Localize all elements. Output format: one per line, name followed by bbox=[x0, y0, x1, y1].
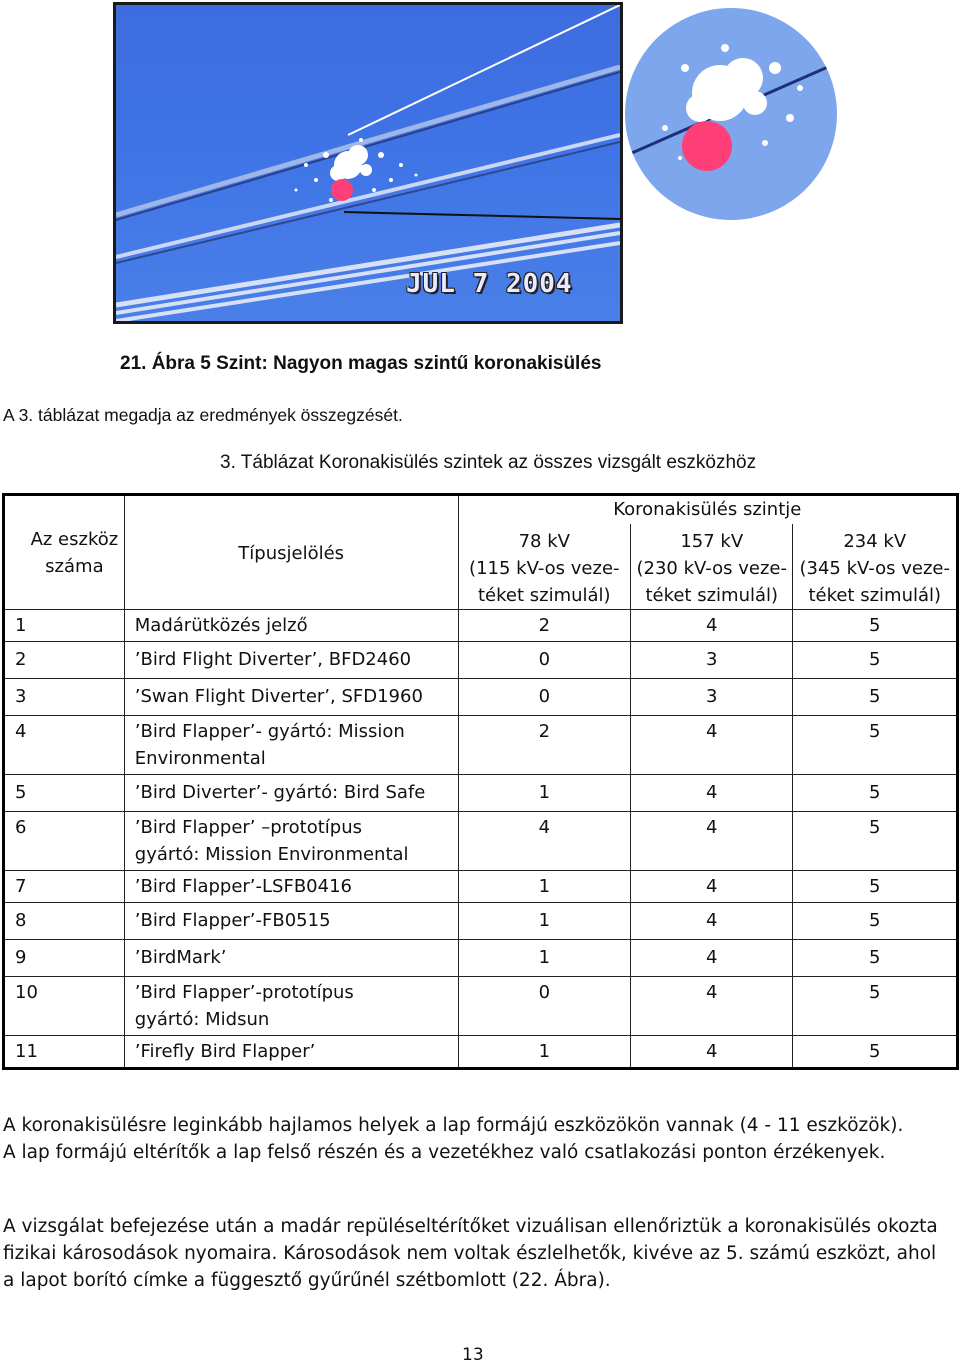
corona-photo bbox=[113, 2, 623, 324]
table-row bbox=[4, 716, 958, 775]
level-78: 1 bbox=[458, 775, 630, 812]
paragraph-line: a lapot borító címke a függesztő gyűrűnél szétbomlott (22. Ábra). bbox=[3, 1270, 611, 1291]
level-78: 1 bbox=[458, 940, 630, 977]
table-row bbox=[4, 903, 958, 940]
level-157: 3 bbox=[631, 679, 793, 716]
table-row bbox=[4, 679, 958, 716]
level-234: 5 bbox=[793, 642, 958, 679]
results-table bbox=[2, 493, 959, 1070]
level-78: 0 bbox=[458, 679, 630, 716]
level-157: 4 bbox=[631, 871, 793, 903]
level-234: 5 bbox=[793, 871, 958, 903]
header-voltage-157 bbox=[631, 524, 793, 610]
level-157: 4 bbox=[631, 775, 793, 812]
row-name bbox=[124, 903, 458, 940]
row-name-line: ’BirdMark’ bbox=[134, 947, 227, 968]
level-234: 5 bbox=[793, 610, 958, 642]
row-name-line: ’Bird Diverter’- gyártó: Bird Safe bbox=[134, 782, 426, 803]
level-78: 2 bbox=[458, 610, 630, 642]
level-157: 4 bbox=[631, 716, 793, 775]
row-number: 5 bbox=[4, 775, 125, 812]
row-name bbox=[124, 679, 458, 716]
voltage-kv: 234 kV bbox=[843, 531, 907, 552]
table-row bbox=[4, 610, 958, 642]
level-234: 5 bbox=[793, 775, 958, 812]
header-device-no-label: Az eszköz száma bbox=[30, 529, 119, 577]
paragraph-susceptible-locations bbox=[3, 1112, 903, 1166]
table-row bbox=[4, 940, 958, 977]
row-name bbox=[124, 871, 458, 903]
paragraph-line: fizikai károsodások nyomaira. Károsodások nem voltak észlelhetők, kivéve az 5. számú eszközt, ahol bbox=[3, 1243, 937, 1264]
row-name-line: Environmental bbox=[134, 748, 266, 769]
row-name-line: ’Bird Flapper’ –prototípus bbox=[134, 817, 363, 838]
level-78: 1 bbox=[458, 903, 630, 940]
date-stamp: JUL 7 2004 bbox=[406, 269, 573, 299]
table-title: 3. Táblázat Koronakisülés szintek az összes vizsgált eszközhöz bbox=[220, 452, 757, 473]
row-name bbox=[124, 716, 458, 775]
level-157: 4 bbox=[631, 903, 793, 940]
row-name-line: ’Swan Flight Diverter’, SFD1960 bbox=[134, 686, 423, 707]
level-234: 5 bbox=[793, 903, 958, 940]
level-157: 4 bbox=[631, 940, 793, 977]
intro-text: A 3. táblázat megadja az eredmények összegzését. bbox=[3, 405, 403, 425]
level-157: 4 bbox=[631, 1036, 793, 1069]
level-78: 0 bbox=[458, 642, 630, 679]
level-157: 4 bbox=[631, 977, 793, 1036]
voltage-desc-2: téket szimulál) bbox=[808, 585, 942, 606]
row-name bbox=[124, 642, 458, 679]
level-78: 1 bbox=[458, 1036, 630, 1069]
table-row bbox=[4, 1036, 958, 1069]
zoom-illustration bbox=[625, 8, 837, 220]
header-type bbox=[124, 495, 458, 610]
row-name-line: gyártó: Mission Environmental bbox=[134, 844, 409, 865]
row-number: 8 bbox=[4, 903, 125, 940]
row-name-line: Madárütközés jelző bbox=[134, 615, 308, 636]
paragraph-line: A vizsgálat befejezése után a madár repüléseltérítőket vizuálisan ellenőriztük a koronakisülés okozta bbox=[3, 1216, 938, 1237]
zoom-detail bbox=[625, 8, 837, 220]
row-name-line: ’Bird Flapper’-LSFB0416 bbox=[134, 876, 352, 897]
level-234: 5 bbox=[793, 940, 958, 977]
table-row bbox=[4, 977, 958, 1036]
row-name bbox=[124, 610, 458, 642]
row-number: 9 bbox=[4, 940, 125, 977]
row-number: 4 bbox=[4, 716, 125, 775]
header-level-group-label: Koronakisülés szintje bbox=[613, 499, 802, 520]
row-name bbox=[124, 812, 458, 871]
level-78: 0 bbox=[458, 977, 630, 1036]
voltage-kv: 157 kV bbox=[680, 531, 744, 552]
level-234: 5 bbox=[793, 1036, 958, 1069]
paragraph-inspection bbox=[3, 1213, 938, 1294]
row-name-line: ’Bird Flapper’-FB0515 bbox=[134, 910, 331, 931]
level-234: 5 bbox=[793, 812, 958, 871]
header-type-label: Típusjelölés bbox=[238, 543, 345, 564]
row-number: 11 bbox=[4, 1036, 125, 1069]
row-name-line: ’Bird Flight Diverter’, BFD2460 bbox=[134, 649, 412, 670]
row-name-line: ’Firefly Bird Flapper’ bbox=[134, 1041, 316, 1062]
paragraph-line: A koronakisülésre leginkább hajlamos helyek a lap formájú eszközökön vannak (4 - 11 eszközök). bbox=[3, 1115, 904, 1136]
header-device-no bbox=[4, 495, 125, 610]
level-157: 3 bbox=[631, 642, 793, 679]
level-234: 5 bbox=[793, 977, 958, 1036]
row-name bbox=[124, 775, 458, 812]
voltage-desc-1: (115 kV-os veze- bbox=[469, 558, 620, 579]
row-number: 7 bbox=[4, 871, 125, 903]
row-number: 10 bbox=[4, 977, 125, 1036]
table-row bbox=[4, 812, 958, 871]
row-name-line: gyártó: Midsun bbox=[134, 1009, 270, 1030]
level-78: 4 bbox=[458, 812, 630, 871]
row-number: 6 bbox=[4, 812, 125, 871]
figure-caption: 21. Ábra 5 Szint: Nagyon magas szintű koronakisülés bbox=[120, 353, 602, 374]
row-number: 1 bbox=[4, 610, 125, 642]
header-voltage-78 bbox=[458, 524, 630, 610]
row-name-line: ’Bird Flapper’- gyártó: Mission bbox=[134, 721, 405, 742]
voltage-desc-2: téket szimulál) bbox=[477, 585, 611, 606]
voltage-desc-2: téket szimulál) bbox=[645, 585, 779, 606]
row-number: 3 bbox=[4, 679, 125, 716]
level-234: 5 bbox=[793, 716, 958, 775]
table-row bbox=[4, 871, 958, 903]
voltage-desc-1: (345 kV-os veze- bbox=[799, 558, 950, 579]
page-number: 13 bbox=[462, 1345, 484, 1365]
header-voltage-234 bbox=[793, 524, 958, 610]
voltage-desc-1: (230 kV-os veze- bbox=[636, 558, 787, 579]
level-157: 4 bbox=[631, 812, 793, 871]
level-157: 4 bbox=[631, 610, 793, 642]
row-name bbox=[124, 940, 458, 977]
level-78: 1 bbox=[458, 871, 630, 903]
voltage-kv: 78 kV bbox=[518, 531, 570, 552]
table-row bbox=[4, 642, 958, 679]
table-row bbox=[4, 775, 958, 812]
level-78: 2 bbox=[458, 716, 630, 775]
row-name bbox=[124, 977, 458, 1036]
row-name-line: ’Bird Flapper’-prototípus bbox=[134, 982, 354, 1003]
row-number: 2 bbox=[4, 642, 125, 679]
row-name bbox=[124, 1036, 458, 1069]
header-level-group bbox=[458, 495, 957, 525]
paragraph-line: A lap formájú eltérítők a lap felső részén és a vezetékhez való csatlakozási ponton érzékenyek. bbox=[3, 1142, 886, 1163]
level-234: 5 bbox=[793, 679, 958, 716]
